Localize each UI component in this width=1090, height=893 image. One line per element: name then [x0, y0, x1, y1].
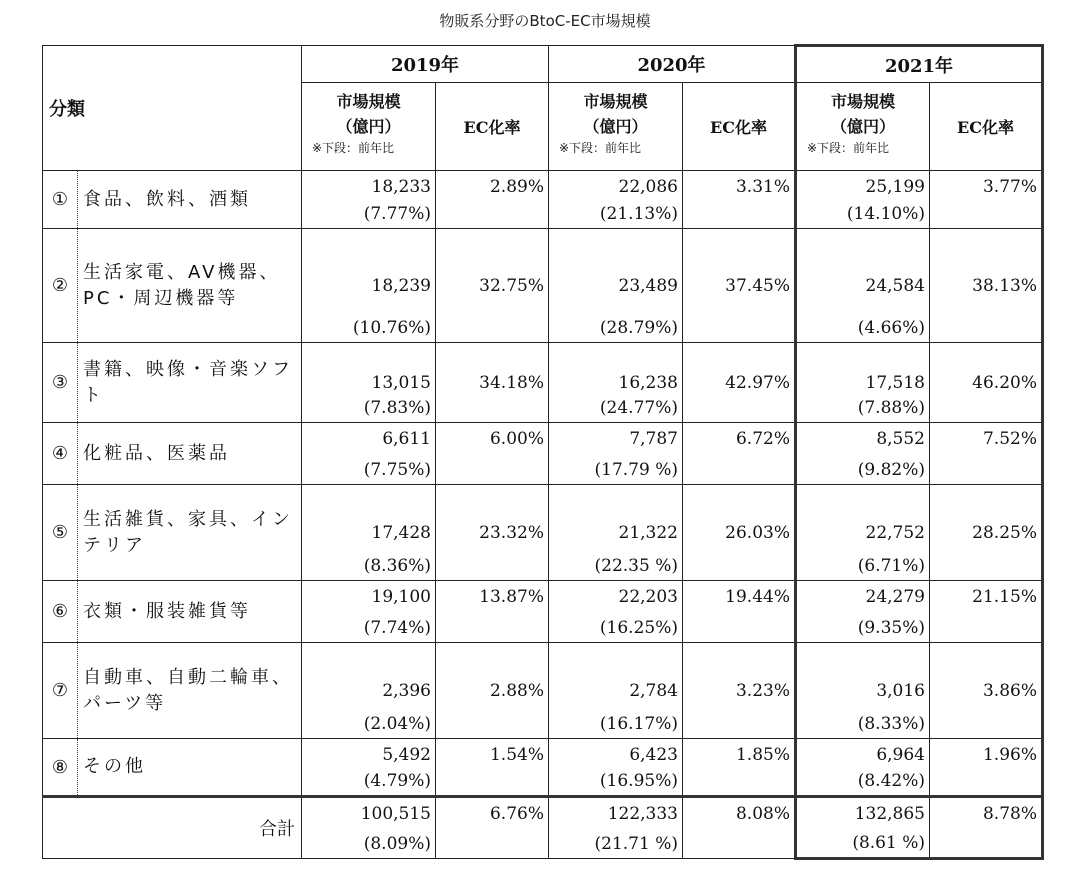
market-size-value: 18,239	[371, 275, 431, 296]
market-size-cell-2020	[549, 423, 683, 485]
market-size-value: 5,492	[382, 745, 431, 765]
market-size-value: 2,396	[382, 680, 431, 701]
yoy-growth-value: (8.09%)	[363, 834, 431, 854]
market-size-value: 22,086	[618, 177, 678, 197]
market-size-cell-2021	[796, 739, 930, 797]
market-size-header-2021: 市場規模 （億円） ※下段：前年比	[796, 83, 930, 171]
total-ec-rate-cell-2020: 8.08%	[683, 797, 796, 859]
market-size-value: 24,584	[865, 275, 925, 296]
market-size-cell-2021	[796, 485, 930, 581]
row-category: 生活雑貨、家具、インテリア	[78, 485, 302, 581]
table-row	[43, 343, 1043, 423]
year-2020-header: 2020年	[549, 46, 796, 83]
row-number: ⑥	[43, 581, 78, 643]
market-size-value: 3,016	[876, 680, 925, 701]
ec-rate-cell-2021: 28.25%	[930, 485, 1043, 581]
yoy-growth-value: (9.35%)	[857, 618, 925, 638]
market-size-cell-2020	[549, 229, 683, 343]
ec-rate-cell-2020: 6.72%	[683, 423, 796, 485]
yoy-growth-value: (8.36%)	[363, 556, 431, 576]
row-category: 食品、飲料、酒類	[78, 171, 302, 229]
yoy-growth-value: (2.04%)	[363, 714, 431, 734]
market-size-cell-2019	[302, 581, 436, 643]
market-size-value: 13,015	[371, 372, 431, 393]
market-size-value: 23,489	[618, 275, 678, 296]
market-size-cell-2019	[302, 485, 436, 581]
ec-rate-cell-2019: 6.00%	[436, 423, 549, 485]
market-size-cell-2020	[549, 343, 683, 423]
market-size-cell-2020	[549, 485, 683, 581]
market-size-cell-2020	[549, 171, 683, 229]
yoy-growth-value: (22.35 %)	[594, 556, 678, 576]
total-ec-rate-cell-2021: 8.78%	[930, 797, 1043, 859]
market-size-cell-2019	[302, 423, 436, 485]
market-size-cell-2021	[796, 229, 930, 343]
total-row	[43, 797, 1043, 859]
yoy-growth-value: (7.88%)	[857, 398, 925, 418]
row-category: 化粧品、医薬品	[78, 423, 302, 485]
market-size-cell-2021	[796, 643, 930, 739]
table-caption: 物販系分野のBtoC-EC市場規模	[439, 12, 651, 30]
yoy-growth-value: (10.76%)	[352, 318, 431, 338]
yoy-growth-value: (7.77%)	[363, 204, 431, 224]
ec-rate-cell-2020: 3.23%	[683, 643, 796, 739]
ec-rate-cell-2019: 1.54%	[436, 739, 549, 797]
yoy-growth-value: (21.71 %)	[594, 834, 678, 854]
ec-rate-cell-2020: 3.31%	[683, 171, 796, 229]
ec-rate-cell-2020: 37.45%	[683, 229, 796, 343]
market-size-value: 2,784	[629, 680, 678, 701]
table-row	[43, 229, 1043, 343]
ec-rate-header-2020: EC化率	[683, 83, 796, 171]
ec-rate-cell-2019: 13.87%	[436, 581, 549, 643]
header-year-row	[43, 46, 1043, 83]
ec-rate-cell-2019: 23.32%	[436, 485, 549, 581]
ec-rate-cell-2021: 3.86%	[930, 643, 1043, 739]
total-market-size-cell-2020	[549, 797, 683, 859]
row-number: ②	[43, 229, 78, 343]
table-row	[43, 739, 1043, 797]
ec-rate-cell-2019: 32.75%	[436, 229, 549, 343]
row-category: 衣類・服装雑貨等	[78, 581, 302, 643]
ec-market-table	[42, 44, 1044, 860]
yoy-growth-value: (28.79%)	[599, 318, 678, 338]
market-size-value: 16,238	[618, 372, 678, 393]
year-2021-header: 2021年	[796, 46, 1043, 83]
total-market-size-cell-2021	[796, 797, 930, 859]
ec-rate-header-2019: EC化率	[436, 83, 549, 171]
ec-rate-cell-2020: 26.03%	[683, 485, 796, 581]
yoy-growth-value: (17.79 %)	[594, 460, 678, 480]
row-category: 自動車、自動二輪車、パーツ等	[78, 643, 302, 739]
market-size-value: 19,100	[371, 587, 431, 607]
row-number: ④	[43, 423, 78, 485]
yoy-growth-value: (9.82%)	[857, 460, 925, 480]
table-row	[43, 581, 1043, 643]
ec-rate-cell-2019: 34.18%	[436, 343, 549, 423]
ec-rate-cell-2021: 3.77%	[930, 171, 1043, 229]
market-size-value: 6,423	[629, 745, 678, 765]
market-size-cell-2021	[796, 343, 930, 423]
market-size-value: 21,322	[618, 522, 678, 543]
market-size-cell-2020	[549, 739, 683, 797]
yoy-growth-value: (7.83%)	[363, 398, 431, 418]
ec-rate-cell-2020: 1.85%	[683, 739, 796, 797]
yoy-growth-value: (4.66%)	[857, 318, 925, 338]
yoy-growth-value: (8.61 %)	[852, 833, 925, 853]
year-2019-header: 2019年	[302, 46, 549, 83]
ec-rate-cell-2021: 1.96%	[930, 739, 1043, 797]
yoy-growth-value: (24.77%)	[599, 398, 678, 418]
yoy-growth-value: (8.33%)	[857, 714, 925, 734]
ec-rate-cell-2020: 42.97%	[683, 343, 796, 423]
row-number: ⑦	[43, 643, 78, 739]
market-size-value: 7,787	[629, 429, 678, 449]
market-size-cell-2021	[796, 423, 930, 485]
table-row	[43, 485, 1043, 581]
market-size-value: 24,279	[865, 587, 925, 607]
market-size-value: 100,515	[360, 804, 431, 824]
yoy-growth-value: (16.17%)	[599, 714, 678, 734]
total-ec-rate-cell-2019: 6.76%	[436, 797, 549, 859]
market-size-value: 18,233	[371, 177, 431, 197]
ec-rate-cell-2019: 2.89%	[436, 171, 549, 229]
market-size-header-2019: 市場規模 （億円） ※下段：前年比	[302, 83, 436, 171]
market-size-cell-2019	[302, 739, 436, 797]
ec-rate-header-2021: EC化率	[930, 83, 1043, 171]
table-row	[43, 643, 1043, 739]
market-size-cell-2019	[302, 171, 436, 229]
market-size-cell-2021	[796, 581, 930, 643]
yoy-growth-value: (16.25%)	[599, 618, 678, 638]
market-size-value: 6,611	[382, 429, 431, 449]
row-number: ①	[43, 171, 78, 229]
yoy-growth-value: (21.13%)	[599, 204, 678, 224]
market-size-cell-2019	[302, 343, 436, 423]
market-size-value: 6,964	[876, 745, 925, 765]
ec-rate-cell-2021: 7.52%	[930, 423, 1043, 485]
market-size-value: 122,333	[607, 804, 678, 824]
table-row	[43, 423, 1043, 485]
market-size-value: 8,552	[876, 429, 925, 449]
market-size-value: 17,428	[371, 522, 431, 543]
ec-rate-cell-2019: 2.88%	[436, 643, 549, 739]
row-category: 書籍、映像・音楽ソフト	[78, 343, 302, 423]
market-size-value: 17,518	[865, 372, 925, 393]
row-category: その他	[78, 739, 302, 797]
market-size-cell-2021	[796, 171, 930, 229]
yoy-growth-value: (14.10%)	[846, 204, 925, 224]
yoy-growth-value: (6.71%)	[857, 556, 925, 576]
category-header: 分類	[43, 46, 302, 171]
market-size-value: 132,865	[854, 804, 925, 824]
market-size-header-2020: 市場規模 （億円） ※下段：前年比	[549, 83, 683, 171]
yoy-growth-value: (7.74%)	[363, 618, 431, 638]
yoy-growth-value: (8.42%)	[857, 771, 925, 791]
row-number: ⑤	[43, 485, 78, 581]
total-label: 合計	[43, 797, 302, 859]
market-size-cell-2020	[549, 643, 683, 739]
total-market-size-cell-2019	[302, 797, 436, 859]
ec-rate-cell-2021: 38.13%	[930, 229, 1043, 343]
table-row	[43, 171, 1043, 229]
market-size-cell-2019	[302, 643, 436, 739]
row-number: ③	[43, 343, 78, 423]
yoy-growth-value: (4.79%)	[363, 771, 431, 791]
market-size-cell-2020	[549, 581, 683, 643]
market-size-cell-2019	[302, 229, 436, 343]
market-size-value: 22,203	[618, 587, 678, 607]
ec-rate-cell-2021: 21.15%	[930, 581, 1043, 643]
row-category: 生活家電、AV機器、PC・周辺機器等	[78, 229, 302, 343]
market-size-value: 22,752	[865, 522, 925, 543]
ec-rate-cell-2021: 46.20%	[930, 343, 1043, 423]
row-number: ⑧	[43, 739, 78, 797]
yoy-growth-value: (7.75%)	[363, 460, 431, 480]
yoy-growth-value: (16.95%)	[599, 771, 678, 791]
ec-rate-cell-2020: 19.44%	[683, 581, 796, 643]
market-size-value: 25,199	[865, 177, 925, 197]
